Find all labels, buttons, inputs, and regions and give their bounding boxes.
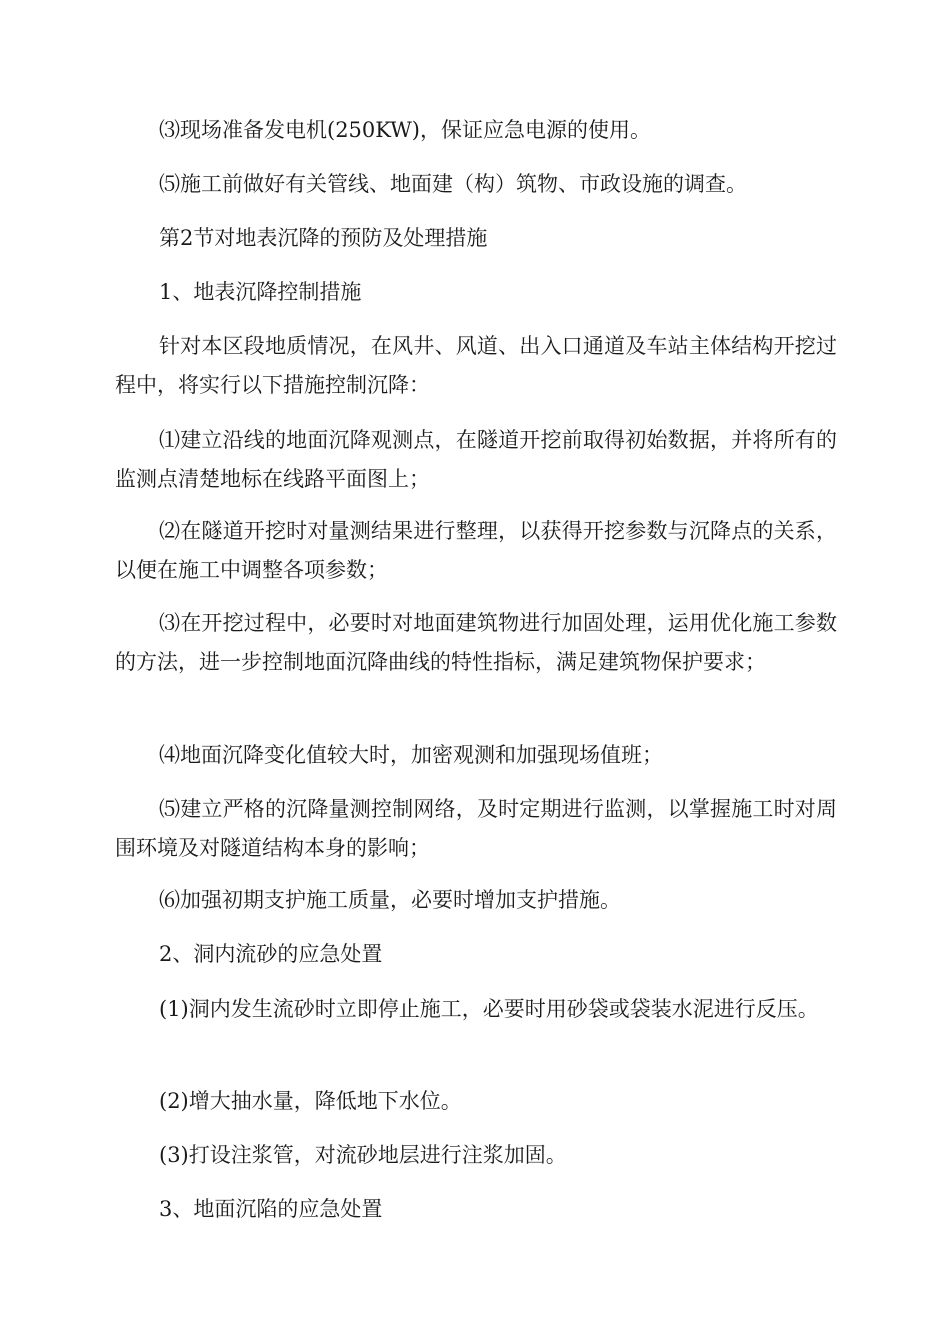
section-heading: 第2节对地表沉降的预防及处理措施 bbox=[159, 226, 488, 250]
subheading-settlement-control: 1、地表沉降控制措施 bbox=[159, 280, 362, 304]
list-item-stop-construction: (1)洞内发生流砂时立即停止施工，必要时用砂袋或袋装水泥进行反压。 bbox=[159, 997, 819, 1021]
list-item-dense-observation: ⑷地面沉降变化值较大时，加密观测和加强现场值班； bbox=[159, 743, 663, 767]
list-item-reinforcement: ⑶在开挖过程中，必要时对地面建筑物进行加固处理，运用优化施工参数的方法，进一步控制地面沉降曲线的特性指标，满足建筑物保护要求； bbox=[115, 611, 837, 674]
list-item-support-quality: ⑹加强初期支护施工质量，必要时增加支护措施。 bbox=[159, 888, 621, 912]
list-item-monitoring-network: ⑸建立严格的沉降量测控制网络，及时定期进行监测，以掌握施工时对周围环境及对隧道结构本身的影响； bbox=[115, 797, 837, 860]
paragraph-survey-before-construction: ⑸施工前做好有关管线、地面建（构）筑物、市政设施的调查。 bbox=[159, 172, 747, 196]
list-item-measurement-analysis: ⑵在隧道开挖时对量测结果进行整理，以获得开挖参数与沉降点的关系，以便在施工中调整各项参数； bbox=[115, 519, 837, 582]
subheading-quicksand: 2、洞内流砂的应急处置 bbox=[159, 942, 383, 966]
list-item-grouting: (3)打设注浆管，对流砂地层进行注浆加固。 bbox=[159, 1143, 567, 1167]
paragraph-generator-prep: ⑶现场准备发电机(250KW)，保证应急电源的使用。 bbox=[159, 118, 651, 142]
paragraph-intro-measures: 针对本区段地质情况，在风井、风道、出入口通道及车站主体结构开挖过程中，将实行以下措施控制沉降： bbox=[115, 334, 837, 397]
subheading-ground-subsidence: 3、地面沉陷的应急处置 bbox=[159, 1197, 383, 1221]
list-item-observation-points: ⑴建立沿线的地面沉降观测点，在隧道开挖前取得初始数据，并将所有的监测点清楚地标在线路平面图上； bbox=[115, 428, 837, 491]
list-item-increase-pumping: (2)增大抽水量，降低地下水位。 bbox=[159, 1089, 462, 1113]
